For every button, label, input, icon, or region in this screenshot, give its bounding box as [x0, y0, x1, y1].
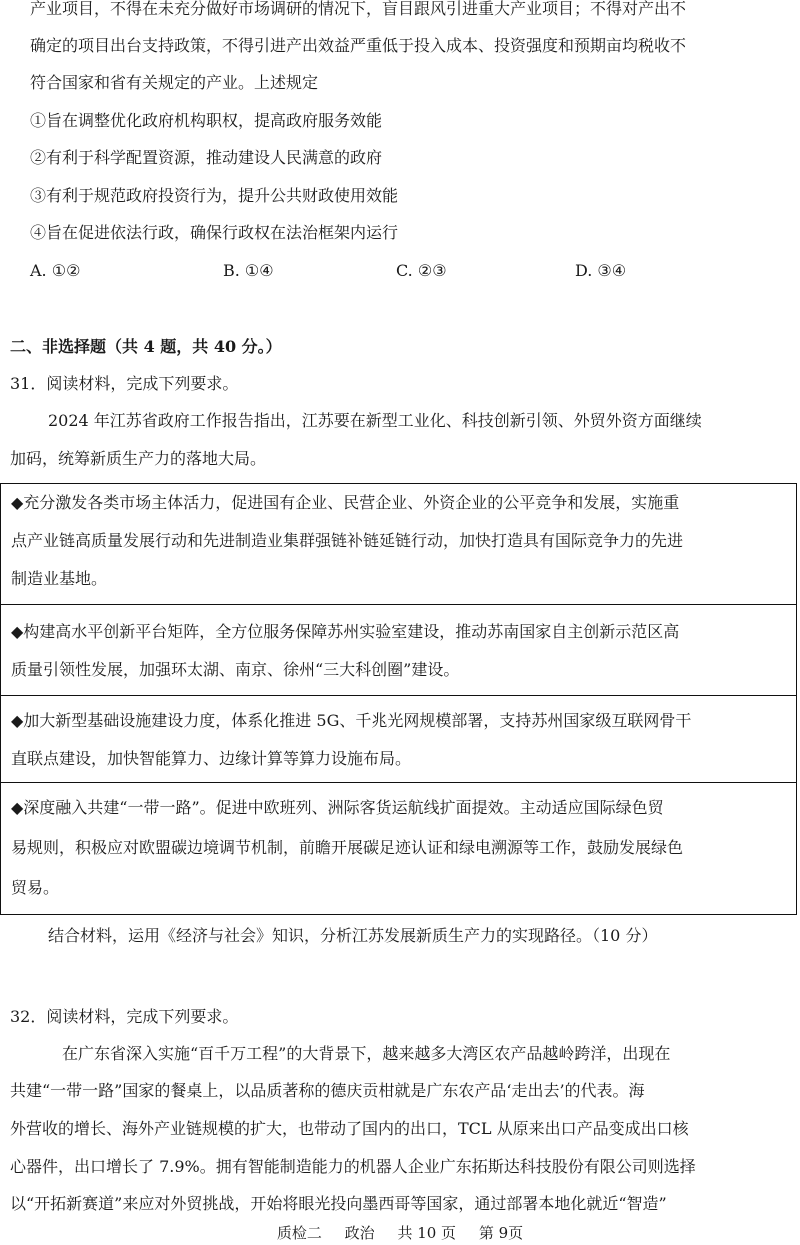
q30-statement-2: ②有利于科学配置资源，推动建设人民满意的政府 [30, 148, 383, 167]
q30-statement-1: ①旨在调整优化政府机构职权，提高政府服务效能 [30, 111, 383, 130]
footer-page-number: 第 9页 [478, 1224, 524, 1242]
box-line: 制造业基地。 [11, 569, 108, 588]
material-box-4 [0, 782, 797, 915]
q30-statement-4: ④旨在促进依法行政，确保行政权在法治框架内运行 [30, 223, 399, 242]
option-b: B. ①④ [223, 261, 274, 280]
footer-subject: 政治 [344, 1224, 375, 1242]
box-line: 贸易。 [11, 878, 60, 897]
q31-intro-line: 2024 年江苏省政府工作报告指出，江苏要在新型工业化、科技创新引领、外贸外资方面继续 [48, 411, 702, 430]
q32-text-line: 心器件，出口增长了 7.9%。拥有智能制造能力的机器人企业广东拓斯达科技股份有限公司则选择 [10, 1157, 696, 1176]
material-box-1 [0, 483, 797, 605]
footer-total-pages: 共 10 页 [397, 1224, 457, 1242]
q32-text-line: 在广东省深入实施“百千万工程”的大背景下，越来越多大湾区农产品越岭跨洋，出现在 [62, 1044, 671, 1063]
q30-statement-3: ③有利于规范政府投资行为，提升公共财政使用效能 [30, 186, 399, 205]
box-line: 易规则，积极应对欧盟碳边境调节机制，前瞻开展碳足迹认证和绿电溯源等工作，鼓励发展绿色 [11, 838, 684, 857]
q30-text-line: 产业项目，不得在未充分做好市场调研的情况下，盲目跟风引进重大产业项目；不得对产出不 [30, 0, 687, 18]
box-line: 质量引领性发展，加强环太湖、南京、徐州“三大科创圈”建设。 [11, 660, 460, 679]
q31-intro-line: 加码，统筹新质生产力的落地大局。 [10, 449, 267, 468]
q30-options [30, 260, 770, 282]
footer-exam: 质检二 [276, 1224, 322, 1242]
q30-text-line: 确定的项目出台支持政策，不得引进产出效益严重低于投入成本、投资强度和预期亩均税收不 [30, 36, 687, 55]
q32-text-line: 以“开拓新赛道”来应对外贸挑战，开始将眼光投向墨西哥等国家，通过部署本地化就近“智造” [10, 1194, 667, 1213]
box-line: ◆深度融入共建“一带一路”。促进中欧班列、洲际客货运航线扩面提效。主动适应国际绿色贸 [11, 798, 664, 817]
material-box-3 [0, 695, 797, 783]
box-line: ◆构建高水平创新平台矩阵，全方位服务保障苏州实验室建设，推动苏南国家自主创新示范区高 [11, 622, 680, 641]
box-line: 点产业链高质量发展行动和先进制造业集群强链补链延链行动，加快打造具有国际竞争力的先进 [11, 531, 684, 550]
box-line: ◆充分激发各类市场主体活力，促进国有企业、民营企业、外资企业的公平竞争和发展，实施重 [11, 493, 680, 512]
page-footer [0, 1222, 800, 1243]
q31-question: 结合材料，运用《经济与社会》知识，分析江苏发展新质生产力的实现路径。（10 分） [48, 926, 658, 945]
q32-stem: 32．阅读材料，完成下列要求。 [10, 1007, 239, 1026]
q32-text-line: 共建“一带一路”国家的餐桌上，以品质著称的德庆贡柑就是广东农产品‘走出去’的代表。海 [10, 1081, 645, 1100]
option-c: C. ②③ [396, 261, 447, 280]
q32-text-line: 外营收的增长、海外产业链规模的扩大，也带动了国内的出口，TCL 从原来出口产品变成出口核 [10, 1119, 689, 1138]
q30-text-line: 符合国家和省有关规定的产业。上述规定 [30, 73, 319, 92]
q31-stem: 31．阅读材料，完成下列要求。 [10, 374, 239, 393]
option-a: A. ①② [30, 261, 81, 280]
box-line: 直联点建设，加快智能算力、边缘计算等算力设施布局。 [11, 749, 412, 768]
box-line: ◆加大新型基础设施建设力度，体系化推进 5G、千兆光网规模部署，支持苏州国家级互联网骨干 [11, 711, 692, 730]
option-d: D. ③④ [575, 261, 627, 280]
section-2-title: 二、非选择题（共 4 题，共 40 分。） [10, 337, 282, 356]
material-box-2 [0, 604, 797, 696]
